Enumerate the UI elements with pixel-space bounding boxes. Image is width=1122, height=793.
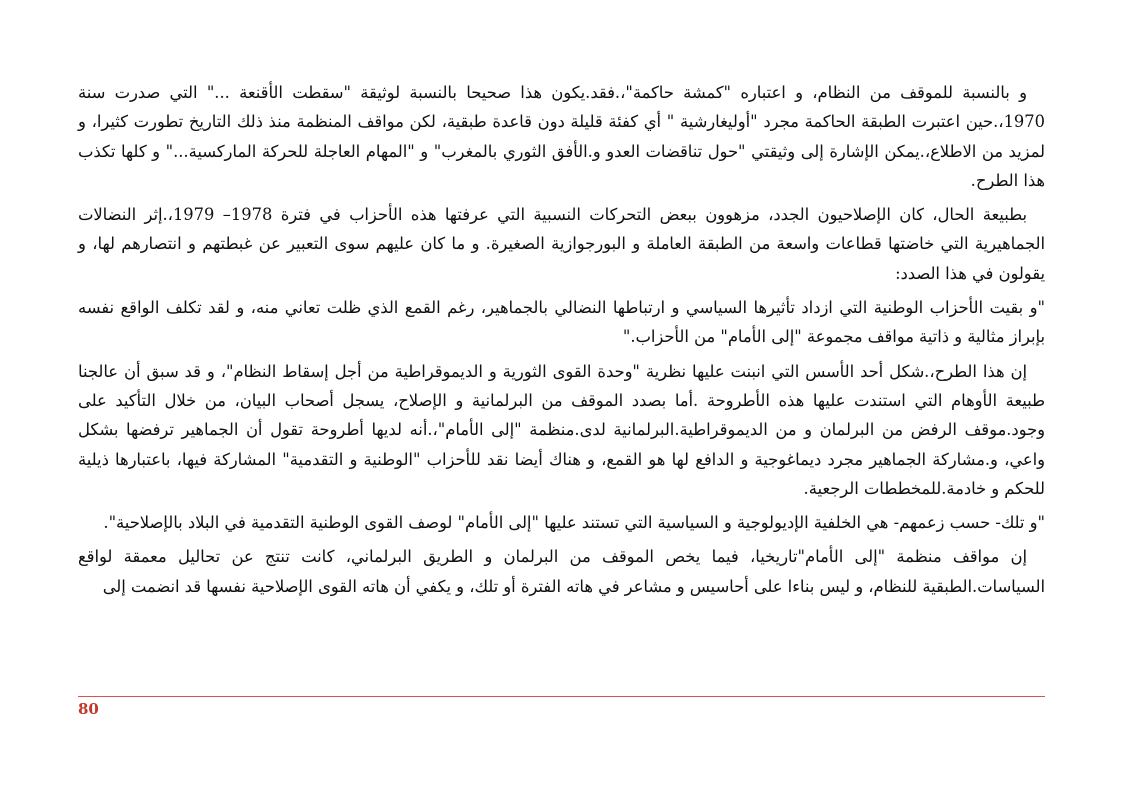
- page-body: [78, 78, 1045, 606]
- paragraph: إن هذا الطرح،.شكل أحد الأسس التي انبنت عليها نظرية "وحدة القوى الثورية و الديموقراطية من أجل إسقاط النظام"، و قد سبق أن عالجنا طبيعة الأوهام التي استندت عليها هذه الأطروحة .أما بصدد الموقف من البرلمانية و الإصلاح، يسجل أصحاب البيان، من خلال التأكيد على وجود.موقف الرفض من البرلمان و من الديموقراطية.البرلمانية لدى.منظمة "إلى الأمام"،.أنه لديها أطروحة تقول أن الجماهير ترفضها بشكل واعي، و.مشاركة الجماهير مجرد ديماغوجية و الدافع لها هو القمع، و هناك أيضا نقد للأحزاب "الوطنية و التقدمية" المشاركة فيها، باعتبارها ذيلية للحكم و خادمة.للمخططات الرجعية.: [78, 361, 1045, 498]
- paragraph: و بالنسبة للموقف من النظام، و اعتباره "كمشة حاكمة"،.فقد.يكون هذا صحيحا بالنسبة لوثيقة "سقطت الأقنعة ..." التي صدرت سنة 1970،.حين اعتبرت الطبقة الحاكمة مجرد "أوليغارشية " أي كفئة قليلة دون قاعدة طبقية، لكن مواقف المنظمة منذ ذلك التاريخ تطورت كثيرا، و لمزيد من الاطلاع،.يمكن الإشارة إلى وثيقتي "حول تناقضات العدو و.الأفق الثوري بالمغرب" و "المهام العاجلة للحركة الماركسية..." و كلها تكذب هذا الطرح.: [78, 83, 1045, 190]
- paragraph: إن مواقف منظمة "إلى الأمام"تاريخيا، فيما يخص الموقف من البرلمان و الطريق البرلماني، كانت تنتج عن تحاليل معمقة لواقع السياسات.الطبقية للنظام، و ليس بناءا على أحاسيس و مشاعر في هاته الفترة أو تلك، و يكفي أن هاته القوى الإصلاحية نفسها قد انضمت إلى: [78, 547, 1045, 596]
- quote-paragraph: "و تلك- حسب زعمهم- هي الخلفية الإديولوجية و السياسية التي تستند عليها "إلى الأمام" لوصف القوى الوطنية التقدمية في البلاد بالإصلاحية".: [103, 513, 1045, 533]
- page-number: 80: [78, 700, 99, 718]
- quote-paragraph: "و بقيت الأحزاب الوطنية التي ازداد تأثيرها السياسي و ارتباطها النضالي بالجماهير، رغم القمع الذي ظلت تعاني منه، و لقد تكلف الواقع نفسه بإبراز مثالية و ذاتية مواقف مجموعة "إلى الأمام" من الأحزاب.": [78, 298, 1045, 347]
- paragraph: بطبيعة الحال، كان الإصلاحيون الجدد، مزهوون ببعض التحركات النسبية التي عرفتها هذه الأحزاب في فترة 1978– 1979،.إثر النضالات الجماهيرية التي خاضتها قطاعات واسعة من الطبقة العاملة و البورجوازية الصغيرة. و ما كان عليهم سوى التعبير عن غبطتهم و انتصارهم لها، و يقولون في هذا الصدد:: [78, 205, 1045, 283]
- footer-divider: [78, 696, 1045, 697]
